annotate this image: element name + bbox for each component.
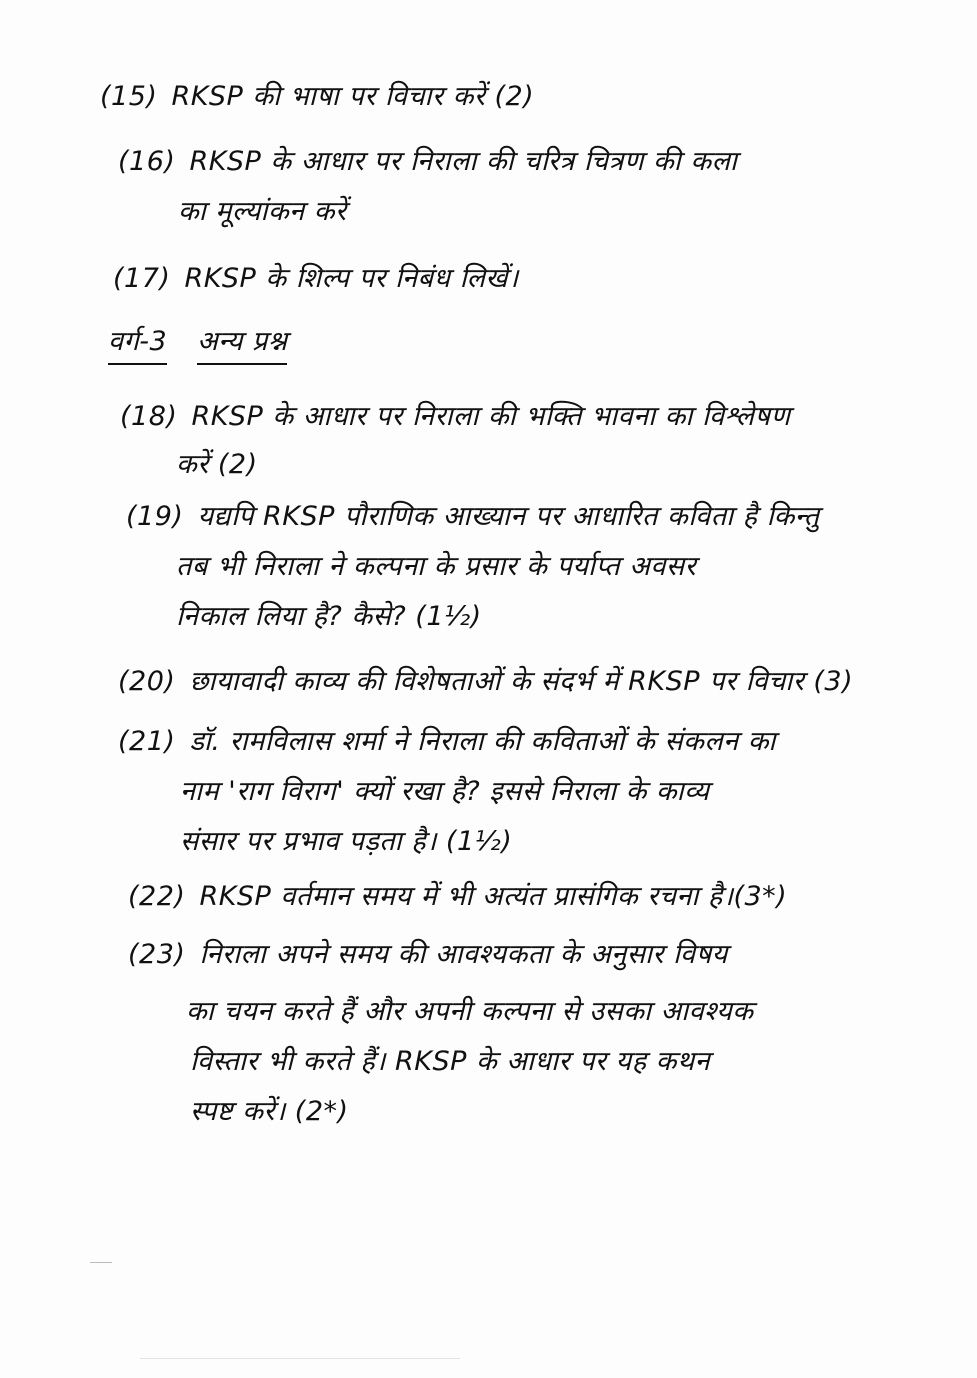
question-text: यद्यपि RKSP पौराणिक आख्यान पर आधारित कविता है किन्तु	[197, 501, 820, 532]
question-19-line-2: तब भी निराला ने कल्पना के प्रसार के पर्याप्त अवसर	[176, 551, 697, 582]
section-label: वर्ग-3	[108, 325, 167, 365]
question-number: (18)	[120, 401, 178, 432]
question-text: RKSP के आधार पर निराला की चरित्र चित्रण की कला	[189, 146, 738, 177]
question-number: (17)	[113, 263, 171, 294]
question-23	[128, 938, 728, 972]
question-20	[118, 665, 853, 699]
question-number: (19)	[126, 501, 184, 532]
question-21-line-3: संसार पर प्रभाव पड़ता है। (1½)	[180, 826, 513, 857]
question-16-line-2: का मूल्यांकन करें	[178, 196, 347, 227]
question-16	[118, 145, 737, 179]
question-text: छायावादी काव्य की विशेषताओं के संदर्भ में RKSP पर विचार (3)	[189, 666, 854, 697]
question-text: RKSP वर्तमान समय में भी अत्यंत प्रासंगिक रचना है।(3*)	[199, 881, 788, 912]
question-23-line-2: का चयन करते हैं और अपनी कल्पना से उसका आवश्यक	[186, 996, 754, 1027]
question-text: RKSP के शिल्प पर निबंध लिखें।	[184, 263, 519, 294]
question-23-line-3: विस्तार भी करते हैं। RKSP के आधार पर यह कथन	[190, 1046, 711, 1077]
question-text: RKSP की भाषा पर विचार करें (2)	[171, 81, 535, 112]
question-19	[126, 500, 820, 534]
question-number: (15)	[100, 81, 158, 112]
question-22	[128, 880, 787, 914]
question-21	[118, 725, 776, 759]
question-19-line-3: निकाल लिया है? कैसे? (1½)	[176, 601, 482, 632]
section-title: अन्य प्रश्न	[197, 325, 287, 365]
question-number: (22)	[128, 881, 186, 912]
question-number: (21)	[118, 726, 176, 757]
question-number: (23)	[128, 939, 186, 970]
question-15	[100, 80, 534, 114]
scan-mark	[140, 1358, 460, 1359]
question-18	[120, 400, 791, 434]
question-21-line-2: नाम 'राग विराग' क्यों रखा है? इससे निराला के काव्य	[180, 776, 710, 807]
question-18-line-2: करें (2)	[176, 449, 258, 480]
section-heading	[108, 325, 287, 365]
question-text: RKSP के आधार पर निराला की भक्ति भावना का विश्लेषण	[191, 401, 791, 432]
question-17	[113, 262, 519, 296]
question-number: (20)	[118, 666, 176, 697]
question-23-line-4: स्पष्ट करें। (2*)	[190, 1096, 349, 1127]
question-text: डॉ. रामविलास शर्मा ने निराला की कविताओं के संकलन का	[189, 726, 776, 757]
question-text: निराला अपने समय की आवश्यकता के अनुसार विषय	[199, 939, 728, 970]
scan-mark	[90, 1262, 112, 1263]
question-number: (16)	[118, 146, 176, 177]
